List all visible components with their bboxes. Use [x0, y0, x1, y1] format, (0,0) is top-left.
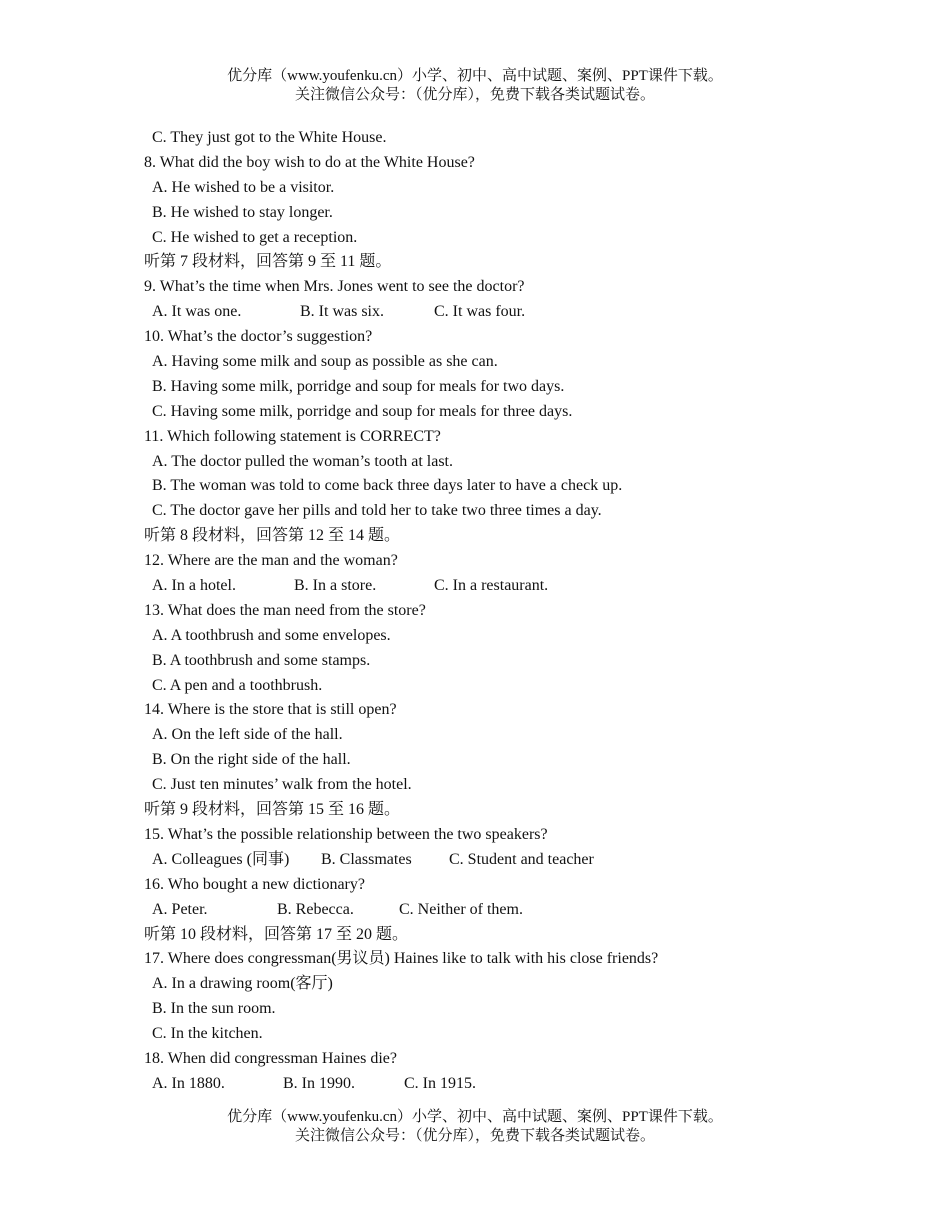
q13-option-a: A. A toothbrush and some envelopes. [152, 626, 391, 644]
q13-option-b: B. A toothbrush and some stamps. [152, 651, 371, 669]
q15-option-a: A. Colleagues (同事) [152, 850, 290, 868]
q12-option-a: A. In a hotel. [152, 577, 236, 595]
q11-option-b: B. The woman was told to come back three days later to have a check up. [152, 477, 623, 495]
footer-line-1: 优分库（www.youfenku.cn）小学、初中、高中试题、案例、PPT课件下载。 [227, 1109, 723, 1125]
q12-question: 12. Where are the man and the woman? [144, 552, 398, 570]
q12-option-b: B. In a store. [294, 577, 377, 595]
q10-question: 10. What’s the doctor’s suggestion? [144, 328, 373, 346]
q18-option-a: A. In 1880. [152, 1074, 225, 1092]
q9-option-b: B. It was six. [300, 303, 384, 321]
q14-question: 14. Where is the store that is still open? [144, 701, 397, 719]
q16-option-c: C. Neither of them. [399, 900, 523, 918]
q11-question: 11. Which following statement is CORRECT? [144, 427, 441, 445]
q12-option-c: C. In a restaurant. [434, 577, 549, 595]
q17-option-a: A. In a drawing room(客厅) [152, 975, 333, 993]
q10-option-b: B. Having some milk, porridge and soup for meals for two days. [152, 377, 565, 395]
q8-option-c: C. He wished to get a reception. [152, 228, 358, 246]
q18-question: 18. When did congressman Haines die? [144, 1049, 397, 1067]
q14-option-a: A. On the left side of the hall. [152, 726, 343, 744]
q18-option-c: C. In 1915. [404, 1074, 476, 1092]
header-line-2: 关注微信公众号：（优分库），免费下载各类试题试卷。 [294, 87, 655, 103]
q10-option-a: A. Having some milk and soup as possible as she can. [152, 353, 498, 371]
q14-option-c: C. Just ten minutes’ walk from the hotel. [152, 776, 412, 794]
q13-option-c: C. A pen and a toothbrush. [152, 676, 323, 694]
footer-line-2: 关注微信公众号：（优分库），免费下载各类试题试卷。 [294, 1128, 655, 1144]
q13-question: 13. What does the man need from the store? [144, 601, 426, 619]
header-line-1: 优分库（www.youfenku.cn）小学、初中、高中试题、案例、PPT课件下载。 [227, 68, 723, 84]
q10-option-c: C. Having some milk, porridge and soup for meals for three days. [152, 402, 573, 420]
q15-question: 15. What’s the possible relationship between the two speakers? [144, 825, 548, 843]
q8-option-b: B. He wished to stay longer. [152, 203, 333, 221]
q11-option-a: A. The doctor pulled the woman’s tooth at last. [152, 452, 453, 470]
page-header [0, 67, 950, 105]
q8-option-a: A. He wished to be a visitor. [152, 178, 335, 196]
section-8-heading: 听第 8 段材料，回答第 12 至 14 题。 [144, 527, 401, 545]
section-10-heading: 听第 10 段材料，回答第 17 至 20 题。 [144, 925, 409, 943]
q12-options [144, 574, 864, 599]
q14-option-b: B. On the right side of the hall. [152, 751, 351, 769]
q16-question: 16. Who bought a new dictionary? [144, 875, 365, 893]
q9-options [144, 300, 864, 325]
q15-options [144, 848, 864, 873]
q8-question: 8. What did the boy wish to do at the White House? [144, 153, 475, 171]
q15-option-c: C. Student and teacher [449, 850, 594, 868]
q17-question: 17. Where does congressman(男议员) Haines like to talk with his close friends? [144, 950, 659, 968]
q18-option-b: B. In 1990. [283, 1074, 355, 1092]
q7-option-c: C. They just got to the White House. [152, 129, 387, 146]
q18-options [144, 1072, 864, 1097]
section-9-heading: 听第 9 段材料，回答第 15 至 16 题。 [144, 801, 401, 819]
q16-option-a: A. Peter. [152, 900, 208, 918]
q9-option-c: C. It was four. [434, 303, 526, 321]
q17-option-b: B. In the sun room. [152, 1000, 276, 1018]
exam-content [144, 126, 864, 1097]
page-footer [0, 1108, 950, 1146]
q11-option-c: C. The doctor gave her pills and told her to take two three times a day. [152, 502, 602, 520]
q9-question: 9. What’s the time when Mrs. Jones went to see the doctor? [144, 278, 525, 296]
q15-option-b: B. Classmates [321, 850, 412, 868]
q16-option-b: B. Rebecca. [277, 900, 354, 918]
section-7-heading: 听第 7 段材料，回答第 9 至 11 题。 [144, 253, 392, 271]
q16-options [144, 898, 864, 923]
q9-option-a: A. It was one. [152, 303, 242, 321]
q17-option-c: C. In the kitchen. [152, 1025, 263, 1043]
